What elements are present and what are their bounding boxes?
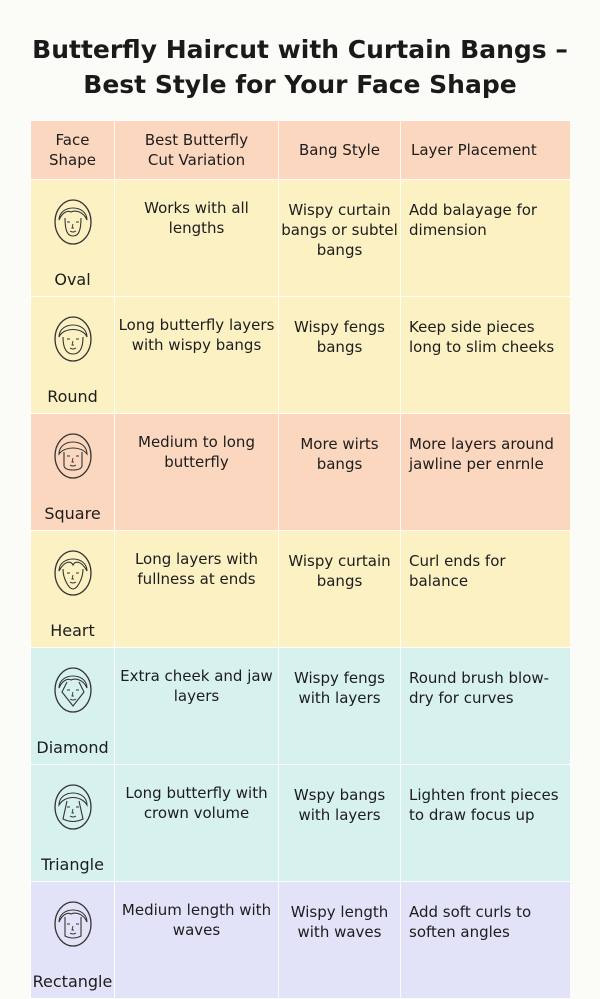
cut-variation-cell: Works with all lengths bbox=[115, 180, 279, 297]
header-layer-placement: Layer Placement bbox=[401, 121, 571, 180]
table-row bbox=[31, 882, 571, 999]
face-shape-name: Rectangle bbox=[32, 972, 113, 991]
table-row bbox=[31, 414, 571, 531]
face-shape-name: Oval bbox=[54, 270, 91, 289]
round-face-icon bbox=[53, 315, 93, 363]
table-row bbox=[31, 648, 571, 765]
face-cell bbox=[31, 414, 115, 531]
bang-style-cell: Wispy length with waves bbox=[279, 882, 401, 999]
table-header-row bbox=[31, 121, 571, 180]
cut-variation-cell: Long layers with fullness at ends bbox=[115, 531, 279, 648]
face-shape-name: Round bbox=[47, 387, 98, 406]
bang-style-cell: Wispy fengs bangs bbox=[279, 297, 401, 414]
cut-variation-cell: Medium to long butterfly bbox=[115, 414, 279, 531]
table-row bbox=[31, 531, 571, 648]
layer-placement-cell: Add balayage for dimension bbox=[401, 180, 571, 297]
oval-face-icon bbox=[53, 198, 93, 246]
face-shape-name: Square bbox=[44, 504, 101, 523]
face-shape-name: Triangle bbox=[41, 855, 104, 874]
page-title bbox=[0, 32, 600, 102]
cut-variation-cell: Long butterfly layers with wispy bangs bbox=[115, 297, 279, 414]
cut-variation-cell: Extra cheek and jaw layers bbox=[115, 648, 279, 765]
square-face-icon bbox=[53, 432, 93, 480]
diamond-face-icon bbox=[53, 666, 93, 714]
layer-placement-cell: Round brush blow-dry for curves bbox=[401, 648, 571, 765]
header-face-shape: Face Shape bbox=[31, 121, 115, 180]
face-shape-name: Heart bbox=[50, 621, 95, 640]
triangle-face-icon bbox=[53, 783, 93, 831]
cut-variation-cell: Long butterfly with crown volume bbox=[115, 765, 279, 882]
face-cell bbox=[31, 765, 115, 882]
bang-style-cell: Wispy curtain bangs or subtel bangs bbox=[279, 180, 401, 297]
face-cell bbox=[31, 882, 115, 999]
table-row bbox=[31, 297, 571, 414]
bang-style-cell: More wirts bangs bbox=[279, 414, 401, 531]
rectangle-face-icon bbox=[53, 900, 93, 948]
face-cell bbox=[31, 297, 115, 414]
layer-placement-cell: Keep side pieces long to slim cheeks bbox=[401, 297, 571, 414]
bang-style-cell: Wispy curtain bangs bbox=[279, 531, 401, 648]
face-shape-name: Diamond bbox=[36, 738, 109, 757]
layer-placement-cell: Add soft curls to soften angles bbox=[401, 882, 571, 999]
heart-face-icon bbox=[53, 549, 93, 597]
bang-style-cell: Wspy bangs with layers bbox=[279, 765, 401, 882]
face-cell bbox=[31, 648, 115, 765]
layer-placement-cell: Curl ends for balance bbox=[401, 531, 571, 648]
title-line-2: Best Style for Your Face Shape bbox=[83, 70, 517, 99]
table-row bbox=[31, 180, 571, 297]
header-cut-variation: Best Butterfly Cut Variation bbox=[115, 121, 279, 180]
layer-placement-cell: More layers around jawline per enrnle bbox=[401, 414, 571, 531]
table-row bbox=[31, 765, 571, 882]
face-shape-table bbox=[30, 120, 571, 999]
title-line-1: Butterfly Haircut with Curtain Bangs – bbox=[32, 35, 568, 64]
cut-variation-cell: Medium length with waves bbox=[115, 882, 279, 999]
bang-style-cell: Wispy fengs with layers bbox=[279, 648, 401, 765]
header-bang-style: Bang Style bbox=[279, 121, 401, 180]
face-cell bbox=[31, 180, 115, 297]
layer-placement-cell: Lighten front pieces to draw focus up bbox=[401, 765, 571, 882]
face-cell bbox=[31, 531, 115, 648]
